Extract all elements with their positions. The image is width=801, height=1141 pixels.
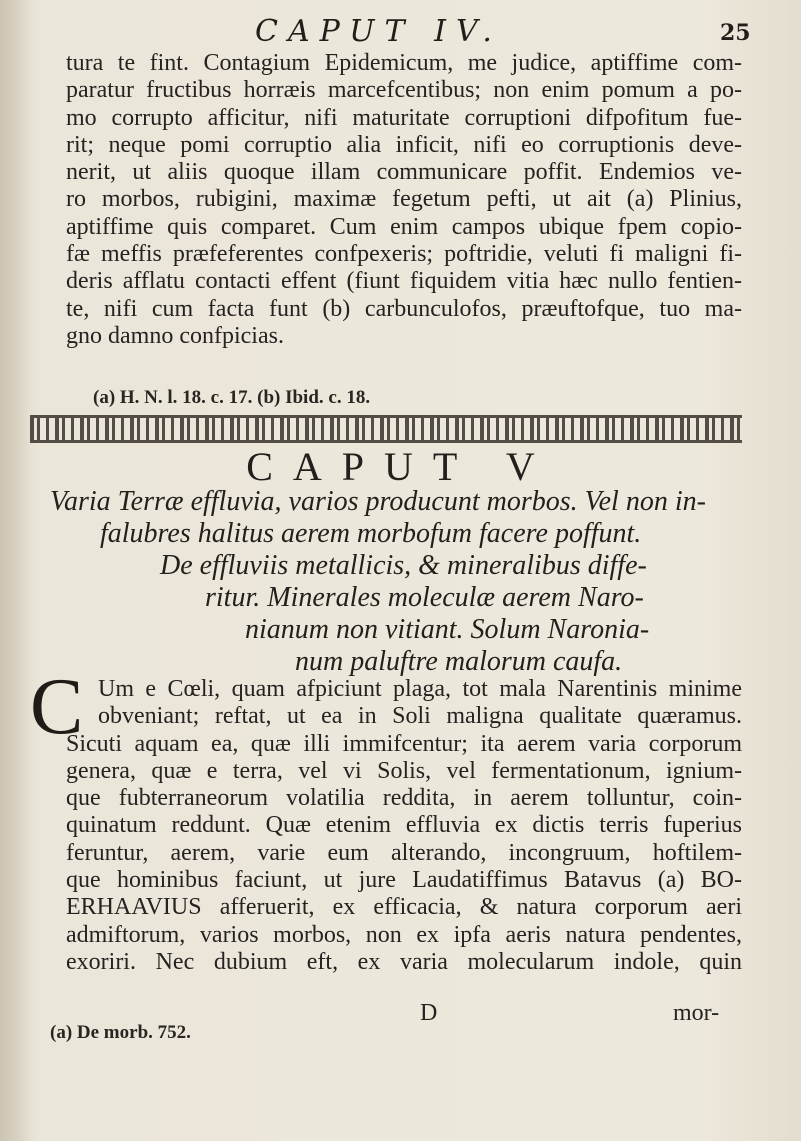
catchword: mor- bbox=[673, 1000, 720, 1026]
paragraph-2 bbox=[66, 676, 742, 976]
text-line: Sicuti aquam ea, quæ illi immifcentur; ita aerem varia corporum bbox=[66, 730, 742, 757]
text-line: admiftorum, varios morbos, non ex ipfa aeris natura pendentes, bbox=[66, 921, 742, 948]
text-line: quinatum reddunt. Quæ etenim effluvia ex dictis terris fuperius bbox=[66, 812, 742, 839]
text-line: genera, quæ e terra, vel vi Solis, vel fermentationum, ignium- bbox=[66, 757, 742, 784]
text-line: rit; neque pomi corruptio alia inficit, nifi eo corruptionis deve- bbox=[66, 131, 742, 158]
text-line: fæ meffis præfeferentes confpexeris; poftridie, veluti fi maligni fi- bbox=[66, 241, 742, 268]
text-line: ERHAAVIUS afferuerit, ex efficacia, & natura corporum aeri bbox=[66, 894, 742, 921]
text-line: que hominibus faciunt, ut jure Laudatiffimus Batavus (a) BO- bbox=[66, 867, 742, 894]
summary-line: Varia Terræ effluvia, varios producunt morbos. Vel non in- bbox=[50, 486, 706, 517]
running-head bbox=[0, 14, 801, 54]
text-line: ro morbos, rubigini, maximæ fegetum pefti, ut ait (a) Plinius, bbox=[66, 186, 742, 213]
summary-line: falubres halitus aerem morbofum facere poffunt. bbox=[100, 518, 642, 549]
text-line: aptiffime quis comparet. Cum enim campos ubique fpem copio- bbox=[66, 213, 742, 240]
summary-line: num paluftre malorum caufa. bbox=[295, 646, 623, 677]
paragraph-1 bbox=[66, 50, 742, 350]
text-line: paratur fructibus horræis marcefcentibus; non enim pomum a po- bbox=[66, 77, 742, 104]
chapter-title: CAPUT V bbox=[246, 444, 555, 489]
summary-line: De effluviis metallicis, & mineralibus diffe- bbox=[160, 550, 647, 581]
text-line: te, nifi cum facta funt (b) carbunculofos, præuftofque, tuo ma- bbox=[66, 295, 742, 322]
summary-line: nianum non vitiant. Solum Naronia- bbox=[245, 614, 650, 645]
text-line: gno damno confpicias. bbox=[66, 322, 284, 349]
text-line: Um e Cœli, quam afpiciunt plaga, tot mala Narentinis minime bbox=[98, 676, 742, 702]
running-head-title: CAPUT IV. bbox=[255, 14, 502, 49]
text-line: obveniant; reftat, ut ea in Soli maligna qualitate quæramus. bbox=[98, 703, 742, 730]
signature-mark: D bbox=[420, 1000, 438, 1026]
chapter-summary bbox=[50, 486, 750, 678]
text-line: feruntur, aerem, varie eum alterando, incongruum, hoftilem- bbox=[66, 839, 742, 866]
footnote-1: (a) H. N. l. 18. c. 17. (b) Ibid. c. 18. bbox=[93, 387, 371, 408]
text-line: deris afflatu contacti effent (fiunt fiquidem vitia hæc nullo fentien- bbox=[66, 268, 742, 295]
drop-cap: C bbox=[30, 663, 84, 751]
text-line: tura te fint. Contagium Epidemicum, me judice, aptiffime com- bbox=[66, 50, 742, 76]
text-line: nerit, ut aliis quoque illam communicare poffit. Endemios ve- bbox=[66, 159, 742, 186]
footnote-2: (a) De morb. 752. bbox=[50, 1022, 191, 1043]
text-line: que fubterraneorum volatilia reddita, in aerem tolluntur, coin- bbox=[66, 785, 742, 812]
page-number: 25 bbox=[720, 20, 751, 46]
binding-shadow bbox=[0, 0, 30, 1141]
text-line: exoriri. Nec dubium eft, ex varia molecularum indole, quin bbox=[66, 948, 742, 975]
summary-line: ritur. Minerales moleculæ aerem Naro- bbox=[205, 582, 644, 613]
text-line: mo corrupto afficitur, nifi maturitate corruptioni difpofitum fue- bbox=[66, 104, 742, 131]
decorative-ornament-band bbox=[30, 415, 742, 443]
